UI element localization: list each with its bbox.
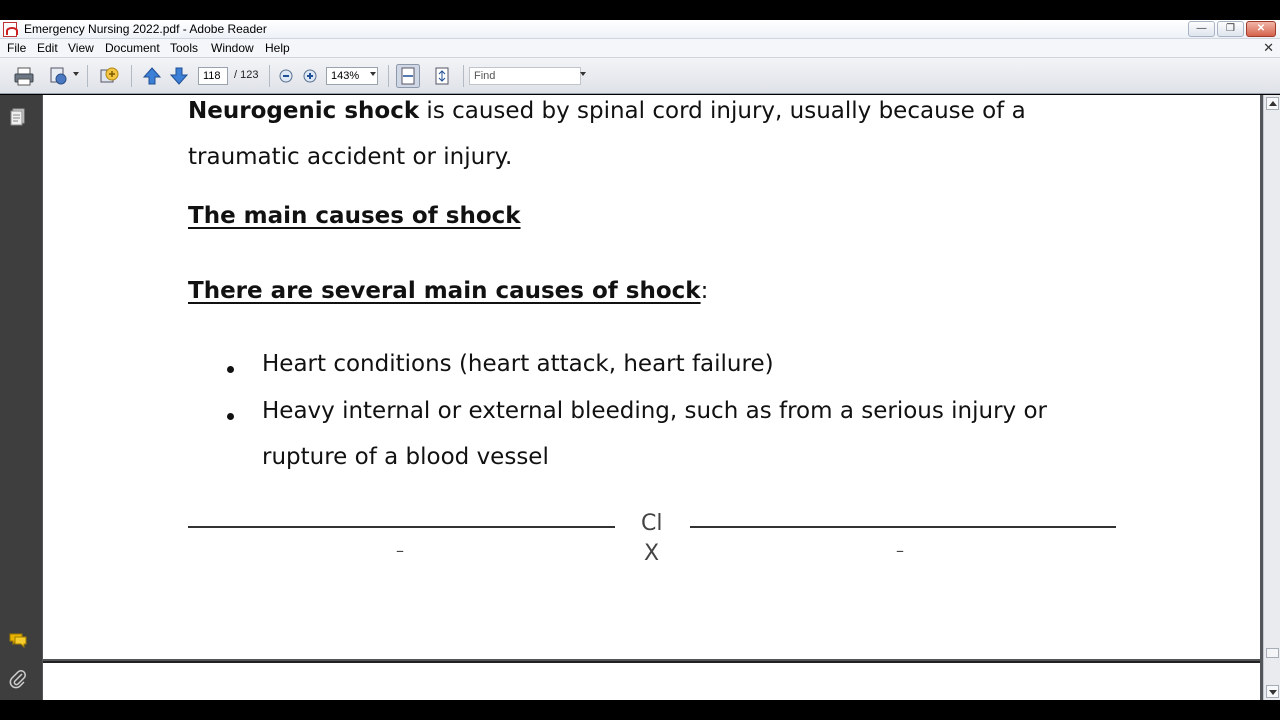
previous-page-icon[interactable] <box>141 66 163 86</box>
fit-width-icon[interactable] <box>396 64 420 88</box>
find-input[interactable]: Find <box>469 67 581 85</box>
menu-view[interactable]: View <box>68 41 94 55</box>
close-button[interactable]: ✕ <box>1246 21 1276 37</box>
page-number-input[interactable]: 118 <box>198 67 228 85</box>
paragraph-neurogenic-shock <box>188 98 1026 124</box>
toolbar-separator <box>463 65 464 87</box>
navigation-pane <box>0 95 42 700</box>
neurogenic-shock-definition: is caused by spinal cord injury, usually because of a <box>419 98 1026 124</box>
bond-line-left <box>188 526 615 528</box>
scroll-up-button[interactable] <box>1266 97 1279 110</box>
collaborate-icon[interactable] <box>98 66 120 86</box>
menu-file[interactable]: File <box>7 41 27 55</box>
toolbar-separator <box>131 65 132 87</box>
scroll-thumb[interactable] <box>1266 648 1279 658</box>
menu-document[interactable]: Document <box>105 41 160 55</box>
toolbar-separator <box>388 65 389 87</box>
share-icon[interactable] <box>47 66 69 86</box>
print-icon[interactable] <box>13 66 35 86</box>
bullet-item-bleeding: Heavy internal or external bleeding, such as from a serious injury or <box>262 398 1047 424</box>
formula-label-cl: Cl <box>641 511 663 536</box>
toolbar-separator <box>87 65 88 87</box>
page-total: / 123 <box>234 69 259 81</box>
next-page-icon[interactable] <box>168 66 190 86</box>
menu-bar <box>0 39 1280 57</box>
pdf-page <box>43 95 1260 659</box>
menu-tools[interactable]: Tools <box>170 41 199 55</box>
scroll-down-button[interactable] <box>1266 685 1279 698</box>
menu-window[interactable]: Window <box>211 41 254 55</box>
restore-button[interactable]: ❐ <box>1217 21 1244 37</box>
zoom-dropdown-icon[interactable] <box>370 72 376 76</box>
find-dropdown-icon[interactable] <box>580 72 586 76</box>
share-dropdown-icon[interactable] <box>73 72 79 76</box>
menu-edit[interactable]: Edit <box>37 41 58 55</box>
formula-dash-left: – <box>396 541 404 560</box>
attachments-panel-icon[interactable] <box>8 669 28 689</box>
pdf-next-page <box>43 661 1260 700</box>
heading-main-causes: The main causes of shock <box>188 203 521 229</box>
menu-help[interactable]: Help <box>265 41 290 55</box>
heading-several-causes <box>188 278 708 304</box>
colon: : <box>700 278 709 304</box>
document-close-icon[interactable]: ✕ <box>1263 40 1274 55</box>
toolbar-separator <box>269 65 270 87</box>
bullet-item-bleeding-continued: rupture of a blood vessel <box>262 444 549 470</box>
window-title: Emergency Nursing 2022.pdf - Adobe Reader <box>24 22 267 36</box>
zoom-in-icon[interactable] <box>301 66 319 86</box>
paragraph-line-2: traumatic accident or injury. <box>188 144 513 170</box>
zoom-level-select[interactable]: 143% <box>326 67 378 85</box>
vertical-scrollbar[interactable] <box>1263 95 1280 700</box>
bullet-marker <box>227 366 234 373</box>
bullet-item-heart-conditions: Heart conditions (heart attack, heart failure) <box>262 351 774 377</box>
comments-panel-icon[interactable] <box>8 630 28 650</box>
document-viewport[interactable] <box>42 95 1263 700</box>
adobe-reader-icon <box>3 22 17 37</box>
formula-label-x: X <box>644 541 660 566</box>
title-bar <box>0 20 1280 39</box>
minimize-button[interactable]: — <box>1188 21 1215 37</box>
fit-page-icon[interactable] <box>431 66 453 86</box>
arrow-up-icon <box>1269 101 1277 106</box>
bullet-marker <box>227 413 234 420</box>
formula-dash-right: – <box>896 541 904 560</box>
pages-panel-icon[interactable] <box>8 107 28 127</box>
toolbar <box>0 57 1280 94</box>
neurogenic-shock-term: Neurogenic shock <box>188 98 420 124</box>
several-causes-text: There are several main causes of shock <box>188 278 701 304</box>
arrow-down-icon <box>1269 690 1277 695</box>
zoom-out-icon[interactable] <box>277 66 295 86</box>
bond-line-right <box>690 526 1116 528</box>
